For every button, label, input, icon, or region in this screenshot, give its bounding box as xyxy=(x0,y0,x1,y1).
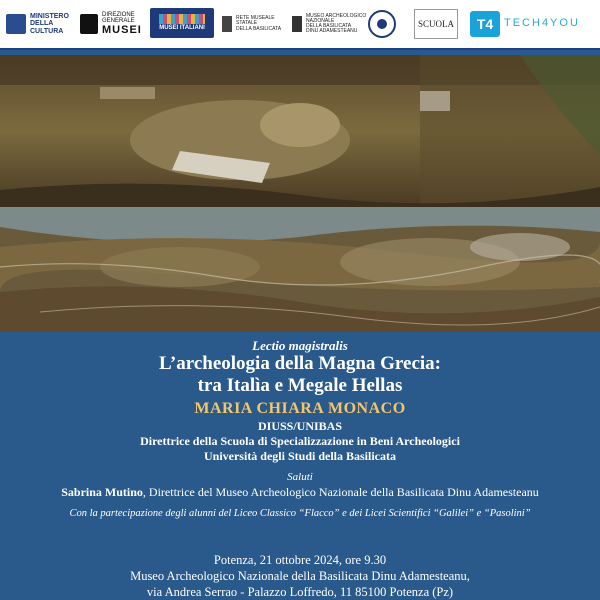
university-seal-logo xyxy=(368,8,400,40)
theatre-aerial-photo xyxy=(0,55,600,207)
venue-line2: via Andrea Serrao - Palazzo Loffredo, 11 85100 Potenza (Pz) xyxy=(146,585,454,599)
speaker-name: MARIA CHIARA MONACO xyxy=(194,400,406,417)
greetings-label: Saluti xyxy=(287,471,313,483)
greeter-name: Sabrina Mutino xyxy=(61,485,143,499)
event-date-time: Potenza, 21 ottobre 2024, ore 9.30 xyxy=(213,553,387,567)
museo-archeologico-logo: MUSEO ARCHEOLOGICO NAZIONALE DELLA BASILICATA DINU ADAMESTEANU xyxy=(292,8,366,40)
scuola-logo xyxy=(414,8,462,40)
direzione-musei-logo: DIREZIONE GENERALE MUSEI xyxy=(80,8,142,40)
logo-bar xyxy=(0,0,600,50)
greeter-role: , Direttrice del Museo Archeologico Nazionale della Basilicata Dinu Adamesteanu xyxy=(142,485,539,499)
speaker-role: Direttrice della Scuola di Specializzazione in Beni Archeologici xyxy=(140,434,460,448)
speaker-university: Università degli Studi della Basilicata xyxy=(203,449,396,463)
direzione-emblem-icon xyxy=(80,14,98,34)
event-title-line1: L’archeologia della Magna Grecia: xyxy=(159,353,441,374)
ministero-emblem-icon xyxy=(6,14,26,34)
event-subtitle: Lectio magistralis xyxy=(252,338,348,353)
venue-line1: Museo Archeologico Nazionale della Basilicata Dinu Adamesteanu, xyxy=(130,569,470,583)
rete-column-icon xyxy=(222,16,232,32)
ministero-cultura-logo: MINISTERO DELLA CULTURA xyxy=(6,8,69,40)
musei-italiani-pattern-icon xyxy=(159,14,205,24)
event-details xyxy=(0,332,600,600)
rete-museale-logo: RETE MUSEALE STATALE DELLA BASILICATA xyxy=(222,8,281,40)
participation-line: Con la partecipazione degli alunni del Liceo Classico “Flacco” e dei Licei Scientifici “Galilei” e “Pasolini” xyxy=(69,508,531,519)
tech4you-logo: T4 TECH4YOU xyxy=(470,8,580,40)
seal-icon xyxy=(368,10,396,38)
greetings-line xyxy=(0,485,600,500)
museo-column-icon xyxy=(292,16,302,32)
speaker-affiliation: DIUSS/UNIBAS xyxy=(257,419,343,433)
scuola-emblem-icon: SCUOLA xyxy=(414,9,458,39)
tech4you-mark-icon: T4 xyxy=(470,11,500,37)
event-title-line2: tra Italìa e Megale Hellas xyxy=(197,375,403,396)
musei-italiani-logo: MUSEI ITALIANI xyxy=(150,8,214,38)
landscape-aerial-photo xyxy=(0,207,600,332)
